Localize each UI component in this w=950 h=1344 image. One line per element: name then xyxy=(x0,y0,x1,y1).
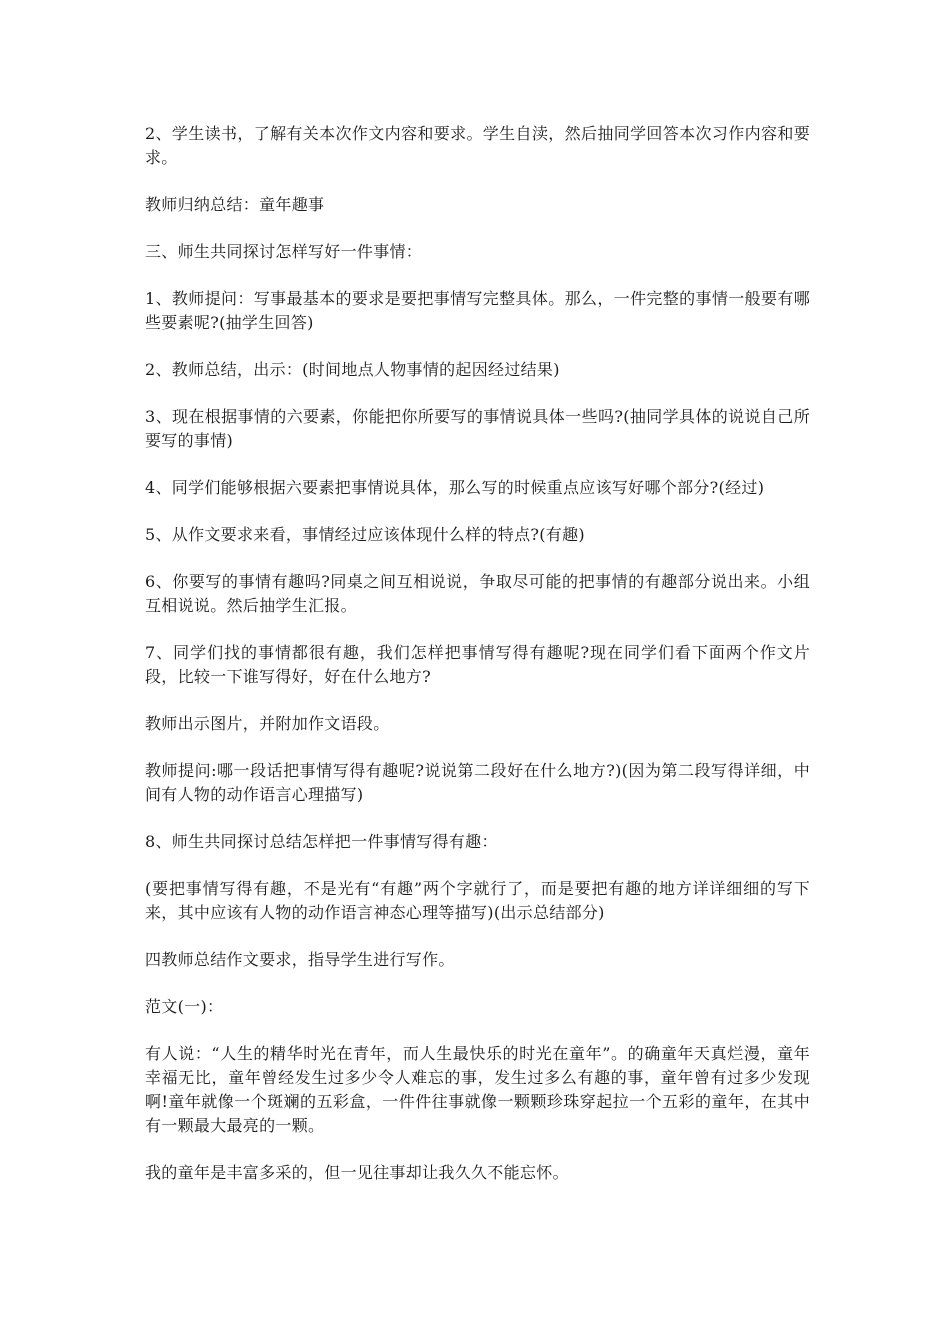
paragraph: 教师归纳总结：童年趣事 xyxy=(145,195,325,214)
paragraph: (要把事情写得有趣，不是光有“有趣”两个字就行了，而是要把有趣的地方详详细细的写下来，其中应该有人物的动作语言神态心理等描写)(出示总结部分) xyxy=(145,879,810,922)
section-heading: 四教师总结作文要求，指导学生进行写作。 xyxy=(145,950,455,969)
section-heading: 三、师生共同探讨怎样写好一件事情： xyxy=(145,242,423,261)
document-body xyxy=(145,122,810,1208)
paragraph: 4、同学们能够根据六要素把事情说具体，那么写的时候重点应该写好哪个部分?(经过) xyxy=(145,478,765,497)
paragraph: 6、你要写的事情有趣吗?同桌之间互相说说，争取尽可能的把事情的有趣部分说出来。小组互相说说。然后抽学生汇报。 xyxy=(145,572,810,615)
paragraph: 2、学生读书，了解有关本次作文内容和要求。学生自渎，然后抽同学回答本次习作内容和要求。 xyxy=(145,124,810,167)
paragraph: 教师出示图片，并附加作文语段。 xyxy=(145,714,390,733)
paragraph: 2、教师总结，出示：(时间地点人物事情的起因经过结果) xyxy=(145,360,560,379)
paragraph: 教师提问:哪一段话把事情写得有趣呢?说说第二段好在什么地方?)(因为第二段写得详细，中间有人物的动作语言心理描写) xyxy=(145,761,810,804)
paragraph: 有人说：“人生的精华时光在青年，而人生最快乐的时光在童年”。的确童年天真烂漫，童年幸福无比，童年曾经发生过多少令人难忘的事，发生过多么有趣的事，童年曾有过多少发现啊!童年就像一个斑斓的五彩盒，一件件往事就像一颗颗珍珠穿起拉一个五彩的童年，在其中有一颗最大最亮的一颗。 xyxy=(145,1044,810,1135)
paragraph: 5、从作文要求来看，事情经过应该体现什么样的特点?(有趣) xyxy=(145,525,585,544)
paragraph: 8、师生共同探讨总结怎样把一件事情写得有趣： xyxy=(145,832,498,851)
paragraph: 1、教师提问：写事最基本的要求是要把事情写完整具体。那么，一件完整的事情一般要有哪些要素呢?(抽学生回答) xyxy=(145,289,810,332)
paragraph: 3、现在根据事情的六要素，你能把你所要写的事情说具体一些吗?(抽同学具体的说说自己所要写的事情) xyxy=(145,407,810,450)
paragraph: 我的童年是丰富多采的，但一见往事却让我久久不能忘怀。 xyxy=(145,1163,569,1182)
sample-essay-heading: 范文(一)： xyxy=(145,997,224,1016)
paragraph: 7、同学们找的事情都很有趣，我们怎样把事情写得有趣呢?现在同学们看下面两个作文片段，比较一下谁写得好，好在什么地方? xyxy=(145,643,810,686)
